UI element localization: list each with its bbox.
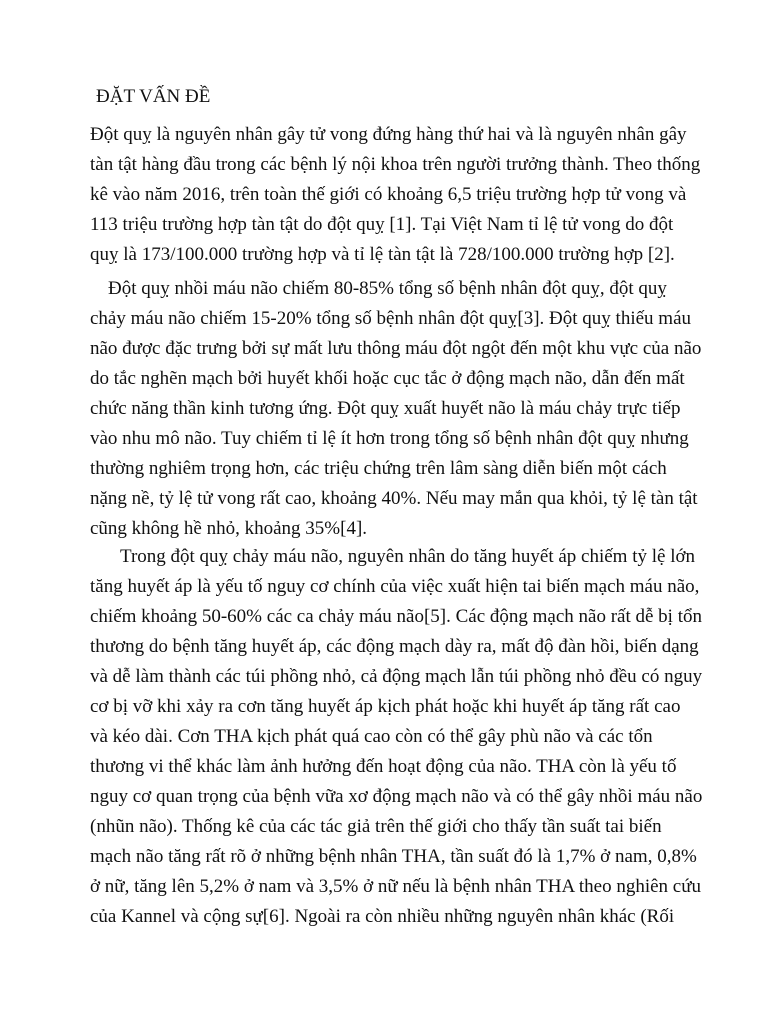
text-line: và dễ làm thành các túi phồng nhỏ, cả động mạch lẫn túi phồng nhỏ đều có nguy <box>90 666 703 687</box>
section-heading: ĐẶT VẤN ĐỀ <box>96 86 211 107</box>
text-line: ở nữ, tăng lên 5,2% ở nam và 3,5% ở nữ nếu là bệnh nhân THA theo nghiên cứu <box>90 876 702 897</box>
text-line: (nhũn não). Thống kê của các tác giả trên thế giới cho thấy tần suất tai biến <box>90 816 662 837</box>
text-line: tăng huyết áp là yếu tố nguy cơ chính của việc xuất hiện tai biến mạch máu não, <box>90 576 700 597</box>
text-line: Trong đột quỵ chảy máu não, nguyên nhân do tăng huyết áp chiếm tỷ lệ lớn <box>120 546 696 567</box>
text-line: tàn tật hàng đầu trong các bệnh lý nội khoa trên người trưởng thành. Theo thống <box>90 154 701 175</box>
text-line: vào nhu mô não. Tuy chiếm tỉ lệ ít hơn trong tổng số bệnh nhân đột quỵ nhưng <box>90 428 689 449</box>
text-line: cơ bị vỡ khi xảy ra cơn tăng huyết áp kịch phát hoặc khi huyết áp tăng rất cao <box>90 696 681 717</box>
text-line: chức năng thần kinh tương ứng. Đột quỵ xuất huyết não là máu chảy trực tiếp <box>90 398 681 419</box>
text-line: mạch não tăng rất rõ ở những bệnh nhân THA, tần suất đó là 1,7% ở nam, 0,8% <box>90 846 697 867</box>
text-line: Đột quỵ là nguyên nhân gây tử vong đứng hàng thứ hai và là nguyên nhân gây <box>90 124 687 145</box>
text-line: 113 triệu trường hợp tàn tật do đột quỵ [1]. Tại Việt Nam tỉ lệ tử vong do đột <box>90 214 674 235</box>
text-line: quỵ là 173/100.000 trường hợp và tỉ lệ tàn tật là 728/100.000 trường hợp [2]. <box>90 244 675 265</box>
text-line: não được đặc trưng bởi sự mất lưu thông máu đột ngột đến một khu vực của não <box>90 338 702 359</box>
text-line: cũng không hề nhỏ, khoảng 35%[4]. <box>90 518 368 539</box>
text-line: chảy máu não chiếm 15-20% tổng số bệnh nhân đột quỵ[3]. Đột quỵ thiếu máu <box>90 308 692 329</box>
text-line: và kéo dài. Cơn THA kịch phát quá cao còn có thể gây phù não và các tổn <box>90 726 653 747</box>
text-line: thường nghiêm trọng hơn, các triệu chứng trên lâm sàng diễn biến một cách <box>90 458 667 479</box>
text-line: thương vi thể khác làm ảnh hưởng đến hoạt động của não. THA còn là yếu tố <box>90 756 677 777</box>
text-line: chiếm khoảng 50-60% các ca chảy máu não[5]. Các động mạch não rất dễ bị tổn <box>90 606 702 627</box>
text-line: kê vào năm 2016, trên toàn thế giới có khoảng 6,5 triệu trường hợp tử vong và <box>90 184 687 205</box>
text-line: của Kannel và cộng sự[6]. Ngoài ra còn nhiều những nguyên nhân khác (Rối <box>90 906 675 927</box>
text-line: thương do bệnh tăng huyết áp, các động mạch dày ra, mất độ đàn hồi, biến dạng <box>90 636 699 657</box>
text-line: nguy cơ quan trọng của bệnh vữa xơ động mạch não và có thể gây nhồi máu não <box>90 786 703 807</box>
text-line: do tắc nghẽn mạch bởi huyết khối hoặc cục tắc ở động mạch não, dẫn đến mất <box>90 368 685 389</box>
text-line: nặng nề, tỷ lệ tử vong rất cao, khoảng 40%. Nếu may mắn qua khỏi, tỷ lệ tàn tật <box>90 488 698 509</box>
text-line: Đột quỵ nhồi máu não chiếm 80-85% tổng số bệnh nhân đột quỵ, đột quỵ <box>108 278 667 299</box>
